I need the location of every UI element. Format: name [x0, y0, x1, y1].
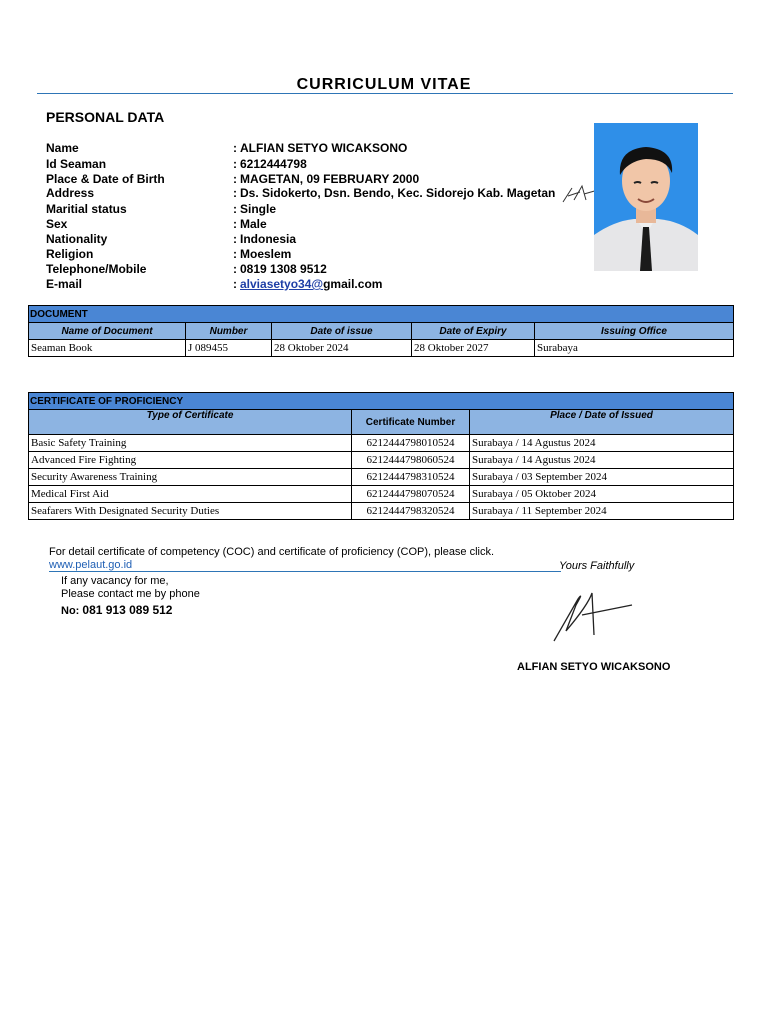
col-issuing-office: Issuing Office: [535, 323, 734, 340]
cell-certificate-number: 6212444798310524: [352, 469, 470, 486]
col-date-of-issue: Date of issue: [272, 323, 412, 340]
field-label: Maritial status: [46, 202, 127, 216]
col-type-of-certificate: Type of Certificate: [29, 410, 352, 435]
cell-certificate-type: Basic Safety Training: [29, 435, 352, 452]
cell-place-date: Surabaya / 14 Agustus 2024: [470, 452, 734, 469]
table-row: [29, 503, 734, 520]
table-row: [29, 452, 734, 469]
col-certificate-number: Certificate Number: [352, 410, 470, 435]
col-date-of-expiry: Date of Expiry: [412, 323, 535, 340]
cell-place-date: Surabaya / 05 Oktober 2024: [470, 486, 734, 503]
table-row: [29, 435, 734, 452]
personal-data-heading: PERSONAL DATA: [46, 109, 165, 125]
cell-certificate-type: Advanced Fire Fighting: [29, 452, 352, 469]
pelaut-link[interactable]: www.pelaut.go.id: [49, 559, 561, 572]
field-value: Single: [240, 202, 277, 216]
cell-certificate-type: Medical First Aid: [29, 486, 352, 503]
page-title: CURRICULUM VITAE: [296, 76, 472, 93]
col-number: Number: [186, 323, 272, 340]
field-label: Name: [46, 141, 79, 155]
field-value: Male: [240, 217, 267, 231]
detail-note: For detail certificate of competency (COC) and certificate of proficiency (COP), please click.: [49, 546, 495, 558]
signatory-name: ALFIAN SETYO WICAKSONO: [517, 661, 671, 673]
document-section-bar: DOCUMENT: [29, 306, 734, 323]
certificate-rows: [29, 435, 734, 520]
phone-number: 081 913 089 512: [82, 603, 173, 617]
col-place-date-issued: Place / Date of Issued: [470, 410, 734, 435]
cell-issue-date: 28 Oktober 2024: [272, 340, 412, 357]
phone-line: [61, 603, 172, 617]
email-label: E-mail: [46, 277, 83, 291]
field-label: Address: [46, 186, 95, 200]
certificate-section-bar: CERTIFICATE OF PROFICIENCY: [29, 393, 734, 410]
closing-text: Yours Faithfully: [559, 560, 635, 572]
field-label: Telephone/Mobile: [46, 262, 147, 276]
field-value: MAGETAN, 09 FEBRUARY 2000: [240, 172, 420, 186]
field-label: Id Seaman: [46, 157, 107, 171]
profile-photo: [594, 123, 698, 271]
cell-certificate-number: 6212444798320524: [352, 503, 470, 520]
field-value: Ds. Sidokerto, Dsn. Bendo, Kec. Sidorejo Kab. Magetan: [240, 186, 556, 200]
cell-certificate-number: 6212444798070524: [352, 486, 470, 503]
field-value: Moeslem: [240, 247, 292, 261]
cell-document-name: Seaman Book: [29, 340, 186, 357]
field-label: Sex: [46, 217, 68, 231]
field-value: Indonesia: [240, 232, 297, 246]
email-link[interactable]: alviasetyo34@: [240, 277, 324, 291]
cell-document-number: J 089455: [186, 340, 272, 357]
cell-place-date: Surabaya / 14 Agustus 2024: [470, 435, 734, 452]
field-value: ALFIAN SETYO WICAKSONO: [240, 141, 408, 155]
cell-certificate-type: Seafarers With Designated Security Duties: [29, 503, 352, 520]
email-domain: gmail.com: [323, 277, 383, 291]
document-table: [28, 305, 734, 357]
contact-text: Please contact me by phone: [61, 588, 200, 600]
cell-certificate-number: 6212444798060524: [352, 452, 470, 469]
cell-place-date: Surabaya / 11 September 2024: [470, 503, 734, 520]
vacancy-text: If any vacancy for me,: [61, 575, 169, 587]
field-label: Nationality: [46, 232, 108, 246]
cell-issuing-office: Surabaya: [535, 340, 734, 357]
col-name-of-document: Name of Document: [29, 323, 186, 340]
cell-certificate-type: Security Awareness Training: [29, 469, 352, 486]
cell-certificate-number: 6212444798010524: [352, 435, 470, 452]
phone-label: No:: [61, 605, 80, 617]
cell-place-date: Surabaya / 03 September 2024: [470, 469, 734, 486]
table-row: [29, 340, 734, 357]
certificate-table: [28, 392, 734, 520]
field-value: 0819 1308 9512: [240, 262, 327, 276]
table-row: [29, 486, 734, 503]
title-rule: [37, 93, 733, 94]
field-value: 6212444798: [240, 157, 307, 171]
field-label: Religion: [46, 247, 94, 261]
field-label: Place & Date of Birth: [46, 172, 165, 186]
table-row: [29, 469, 734, 486]
signature-image: [548, 585, 638, 654]
cell-expiry-date: 28 Oktober 2027: [412, 340, 535, 357]
